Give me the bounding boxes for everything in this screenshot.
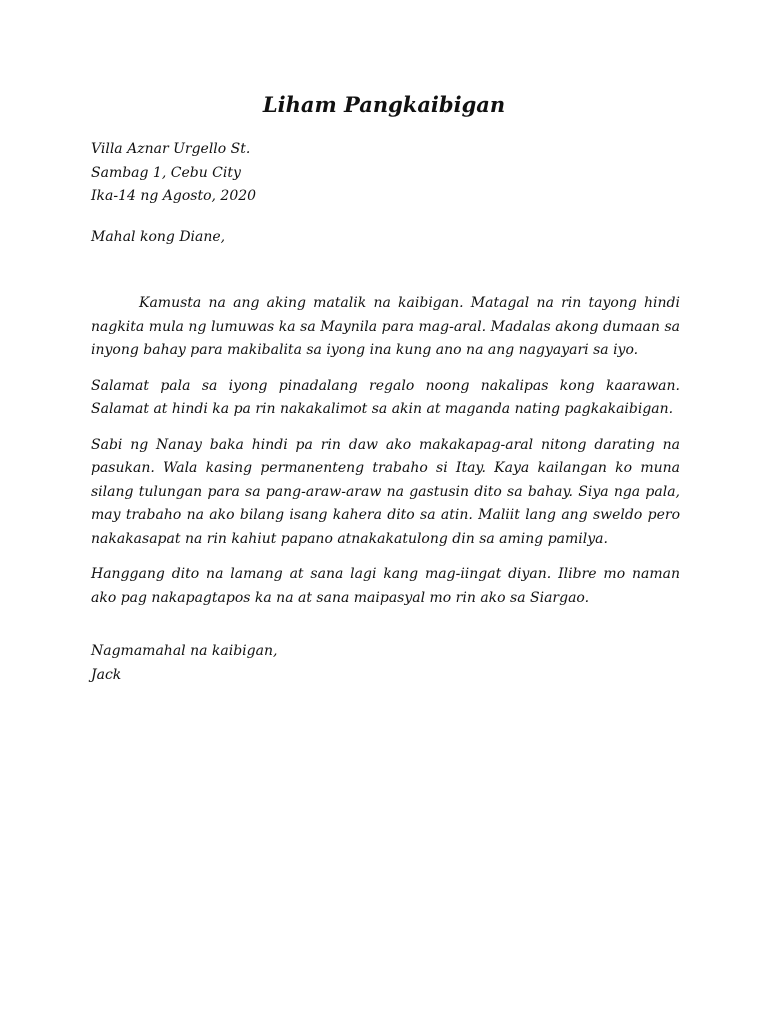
address-line-2: Sambag 1, Cebu City (91, 164, 241, 181)
body-paragraph-1: Kamusta na ang aking matalik na kaibigan. Matagal na rin tayong hindi nagkita mula ng lumuwas ka sa Maynila para mag-aral. Madalas akong dumaan sa inyong bahay para makibalita sa iyong ina kung ano na ang nagyayari sa iyo. (91, 295, 680, 358)
letter-content (91, 138, 680, 687)
address-line-1: Villa Aznar Urgello St. (91, 141, 251, 157)
signature: Jack (91, 666, 122, 683)
salutation: Mahal kong Diane, (91, 228, 226, 245)
letter-heading (91, 138, 680, 209)
letter-closing (91, 640, 680, 687)
letter-date: Ika-14 ng Agosto, 2020 (91, 188, 257, 204)
body-paragraph-2: Salamat pala sa iyong pinadalang regalo noong nakalipas kong kaarawan. Salamat at hindi ka pa rin nakakalimot sa akin at maganda nating pagkakaibigan. (91, 377, 680, 417)
complimentary-close: Nagmamahal na kaibigan, (91, 643, 278, 659)
body-paragraph-3: Sabi ng Nanay baka hindi pa rin daw ako makakapag-aral nitong darating na pasukan. Wala kasing permanenteng trabaho si Itay. Kaya kailangan ko muna silang tulungan para sa pang-araw-araw na gastusin dito sa bahay. Siya nga pala, may trabaho na ako bilang isang kahera dito sa atin. Maliit lang ang sweldo pero nakakasapat na rin kahiut papano atnakakatulong din sa aming pamilya. (91, 436, 680, 547)
letter-title: Liham Pangkaibigan (262, 92, 506, 117)
body-paragraph-4: Hanggang dito na lamang at sana lagi kang mag-iingat diyan. Ilibre mo naman ako pag nakapagtapos ka na at sana maipasyal mo rin ako sa Siargao. (91, 566, 680, 606)
